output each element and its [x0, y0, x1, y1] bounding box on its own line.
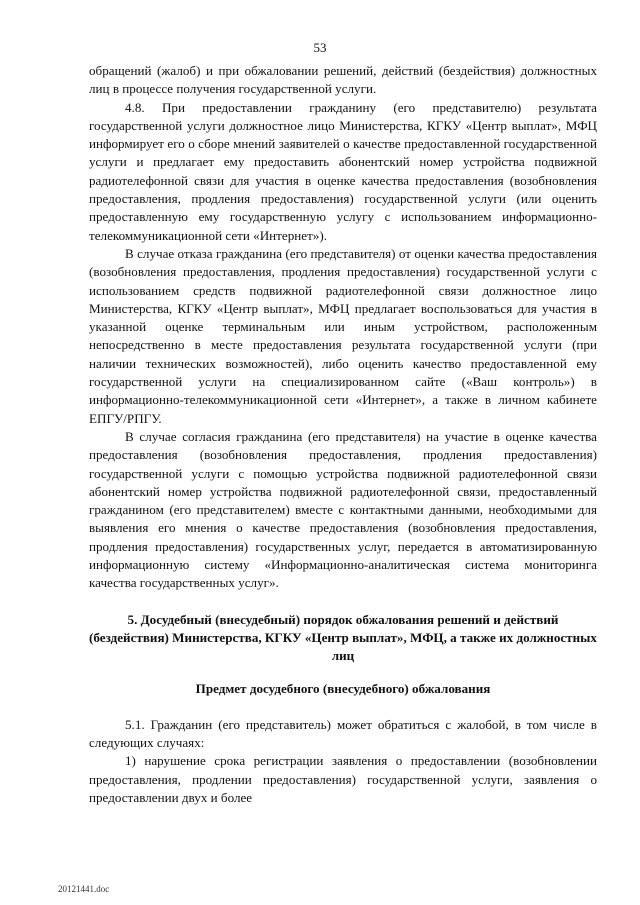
subsection-heading: Предмет досудебного (внесудебного) обжалования	[195, 680, 491, 696]
document-body	[89, 62, 597, 807]
paragraph-5-1: 5.1. Гражданин (его представитель) может обратиться с жалобой, в том числе в следующих случаях:	[89, 716, 597, 751]
section-heading: 5. Досудебный (внесудебный) порядок обжалования решений и действий (бездействия) Министерства, КГКУ «Центр выплат», МФЦ, а также их должностных лиц	[89, 611, 597, 664]
paragraph-continuation: обращений (жалоб) и при обжаловании решений, действий (бездействия) должностных лиц в процессе получения государственной услуги.	[89, 63, 597, 97]
list-item-1: 1) нарушение срока регистрации заявления о предоставлении (возобновлении предоставления, продлении предоставления) государственной услуги, заявления о предоставлении двух и более	[89, 753, 597, 805]
paragraph-refusal-case: В случае отказа гражданина (его представителя) от оценки качества предоставления (возобновления предоставления, продления предоставления) государственной услуги с использованием средств подвижной радиотелефонной связи должностное лицо Министерства, КГКУ «Центр выплат», МФЦ предлагает воспользоваться для участия в указанной оценке терминальным или иным устройством, расположенным непосредственно в месте предоставления результата государственной услуги (при наличии технических возможностей), либо оценить качество предоставленной ему государственной услуги на специализированном сайте («Ваш контроль») в информационно-телекоммуникационной сети «Интернет», а также в личном кабинете ЕПГУ/РПГУ.	[89, 245, 597, 426]
paragraph-consent-case: В случае согласия гражданина (его представителя) на участие в оценке качества предоставления (возобновления предоставления, продления предоставления) государственной услуги с помощью устройства подвижной радиотелефонной связи абонентский номер устройства подвижной радиотелефонной связи, предоставленный гражданином (его представителем) вместе с контактными данными, необходимыми для выявления его мнения о качестве предоставления (возобновления предоставления, продления предоставления) государственных услуг, передается в автоматизированную информационную систему «Информационно-аналитическая система мониторинга качества государственных услуг».	[89, 428, 597, 591]
footer-filename: 20121441.doc	[58, 884, 110, 894]
page-number: 53	[313, 40, 327, 55]
paragraph-4-8: 4.8. При предоставлении гражданину (его представителю) результата государственной услуги должностное лицо Министерства, КГКУ «Центр выплат», МФЦ информирует его о сборе мнений заявителей о качестве предоставленной государственной услуги и предлагает ему предоставить абонентский номер устройства подвижной радиотелефонной связи для участия в оценке качества предоставления (возобновления предоставления, продления предоставления) государственной услуги (или оценить предоставленную ему государственную услугу с использованием информационно-телекоммуникационной сети «Интернет»).	[89, 99, 597, 243]
